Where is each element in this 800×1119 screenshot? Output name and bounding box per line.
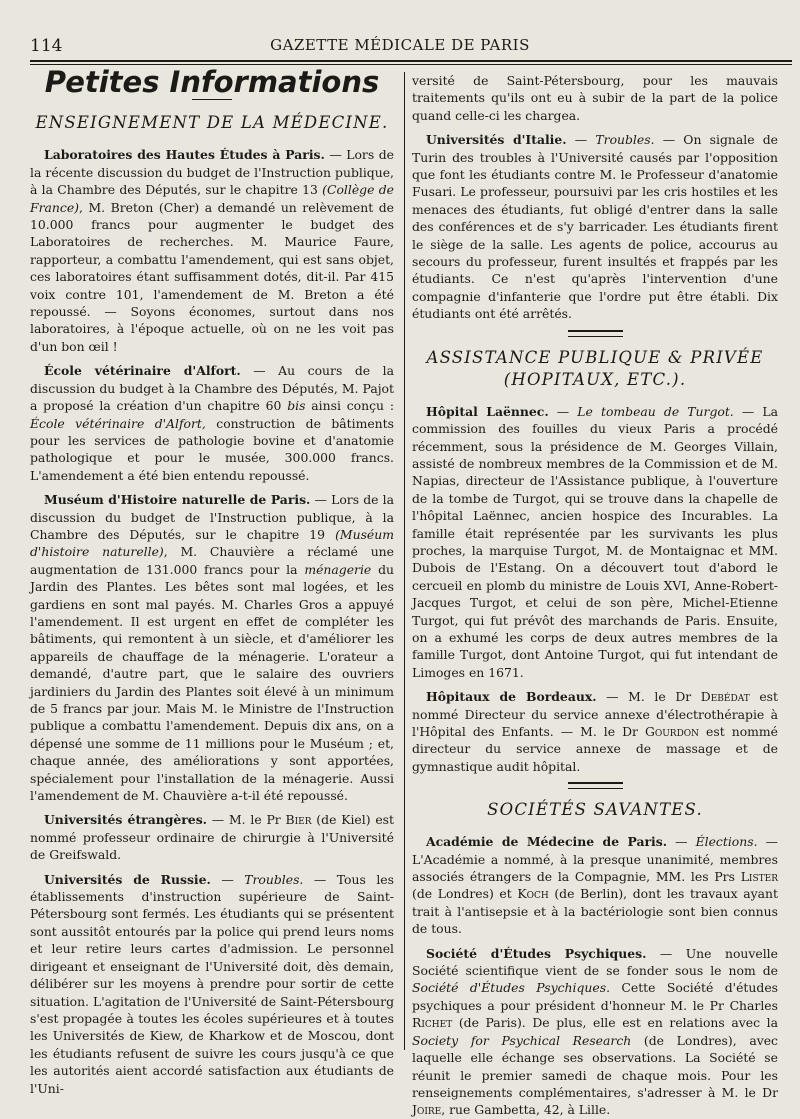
person-name: Koch — [517, 886, 549, 902]
article-text: (de Kiel) est nommé professeur ordinaire de chirurgie à l'Université de Greifswald. — [30, 812, 394, 863]
section-title-assistance — [412, 347, 778, 391]
article-text: — M. le Dr — [596, 689, 701, 705]
section-title-line: (HOPITAUX, ETC.). — [503, 369, 687, 389]
section-title-line: ASSISTANCE PUBLIQUE & PRIVÉE — [426, 347, 764, 367]
article-bordeaux — [412, 688, 778, 775]
article-societe-psychiques — [412, 945, 778, 1119]
main-title: Petites Informations — [44, 65, 380, 99]
article-italic: (Collège de France) — [30, 182, 394, 215]
article-academie — [412, 833, 778, 937]
section-title-enseignement: ENSEIGNEMENT DE LA MÉDECINE. — [35, 113, 389, 133]
section-ornament — [568, 330, 623, 337]
article-text: est nommé Directeur du service annexe d'électrothérapie à l'Hôpital des Enfants. — M. le Dr — [412, 689, 778, 739]
article-text: Cette Société d'études psychiques a pour président d'honneur M. le Pr Charles — [412, 980, 779, 1013]
article-heading: Universités d'Italie. — [426, 132, 567, 148]
left-column — [30, 65, 395, 1096]
article-italic: (Muséum d'histoire naturelle) — [30, 526, 394, 560]
article-universites-etrangeres — [30, 811, 394, 863]
header-rule — [30, 60, 792, 62]
person-name: Lister — [740, 869, 778, 885]
article-universites-italie — [412, 131, 778, 322]
article-text: — — [667, 834, 696, 850]
person-name: Debédat — [700, 689, 750, 705]
article-italic: Élections. — [695, 834, 758, 850]
article-text: , M. Breton (Cher) a demandé un relèvement de 10.000 francs pour augmenter le budget des Laboratoires de recherches. M. Maurice Faure, rapporteur, a combattu l'amendement, qui est sans objet, ces laboratoires étant suffisamment dotés, dit-il. Par 415 voix contre 101, l'amendement de M. Breton a été repoussé. — Soyons économes, surtout dans nos laboratoires, à l'époque actuelle, où on ne les voit pas d'un bon œil ! — [30, 199, 394, 354]
article-text: est nommé directeur du service annexe de massage et de gymnastique audit hôpital. — [412, 724, 778, 774]
article-text: — L'Académie a nommé, à la presque unanimité, membres associés étrangers de la Compagnie, MM. les Prs — [412, 834, 778, 885]
article-heading: Académie de Médecine de Paris. — [426, 834, 668, 850]
article-alfort — [30, 362, 394, 484]
journal-title: GAZETTE MÉDICALE DE PARIS — [270, 36, 530, 54]
article-italic: Society for Psychical Research — [412, 1032, 632, 1048]
article-heading: Universités de Russie. — [44, 871, 211, 887]
article-italic: Société d'Études Psychiques. — [412, 980, 611, 996]
article-italic: Le tombeau de Turgot. — [577, 403, 734, 419]
right-column — [412, 72, 779, 1118]
article-text: — On signale de Turin des troubles à l'Université causés par l'opposition que font les étudiants contre M. le Professeur d'anatomie Fusari. Le professeur, poursuivi par les cris hostiles et les menaces des étudiants, fut obligé d'entrer dans la salle des conférences et de s'y barricader. Les étudiants firent le siège de la salle. Les agents de police, accourus au secours du professeur, furent insultés et frappés par les étudiants. Ce n'est qu'après l'intervention d'une compagnie d'infanterie que l'ordre put être établi. Dix étudiants ont été arrêtés. — [412, 132, 779, 322]
article-text: ainsi conçu : — [305, 398, 394, 414]
article-text: , M. Chauvière a réclamé une augmentation de 131.000 francs pour la — [30, 544, 394, 577]
article-italic: Troubles. — [244, 871, 304, 887]
section-title-societes: SOCIÉTÉS SAVANTES. — [487, 800, 703, 820]
article-text: — M. le Pr — [206, 812, 286, 828]
page-header — [0, 30, 800, 54]
article-text: , rue Gambetta, 42, à Lille. — [441, 1102, 611, 1118]
article-heading: Universités étrangères. — [44, 812, 207, 828]
article-italic: bis — [287, 398, 306, 414]
article-text: — — [566, 132, 596, 148]
article-laboratoires — [30, 146, 394, 355]
article-heading: Laboratoires des Hautes Études à Paris. — [44, 147, 325, 163]
article-museum — [30, 491, 394, 804]
article-italic: Troubles. — [595, 132, 655, 148]
person-name: Richet — [412, 1015, 453, 1031]
article-text: construction de bâtiments pour les services de pathologie bovine et d'anatomie pathologique et pour le musée, 300.000 francs. L'amendement a été bien entendu repoussé. — [30, 415, 395, 483]
article-text: — Lors de la discussion du budget de l'Instruction publique, à la Chambre des Députés, sur le chapitre 19 — [30, 492, 394, 542]
article-heading: Société d'Études Psychiques. — [426, 945, 647, 961]
article-text: — Une nouvelle Société scientifique vient de se fonder sous le nom de — [412, 945, 778, 979]
article-text: (de Berlin), dont les travaux ayant trait à l'antisepsie et à la bactériologie sont bien connus de tous. — [412, 886, 778, 937]
column-divider — [404, 72, 405, 1050]
title-rule — [192, 99, 232, 100]
article-heading: Hôpital Laënnec. — [426, 403, 549, 419]
article-text: (de Paris). De plus, elle est en relations avec la — [452, 1015, 778, 1031]
page-number: 114 — [30, 36, 63, 56]
article-text: — Lors de la récente discussion du budget de l'Instruction publique, à la Chambre des Députés, sur le chapitre 13 — [30, 147, 394, 198]
article-text: (de Londres), avec laquelle elle échange ses observations. La Société se réunit le premier samedi de chaque mois. Pour les renseignements complémentaires, s'adresser à M. le Dr — [412, 1032, 778, 1100]
article-heading: Hôpitaux de Bordeaux. — [426, 689, 597, 705]
person-name: Bier — [285, 812, 312, 828]
article-heading: École vétérinaire d'Alfort. — [44, 363, 241, 379]
article-universites-russie — [30, 871, 394, 1097]
article-text: — Au cours de la discussion du budget à la Chambre des Députés, M. Pajot a proposé la création d'un chapitre 60 — [30, 363, 394, 414]
article-text: — — [210, 871, 245, 887]
article-laennec — [412, 403, 778, 682]
article-text: — — [548, 403, 578, 419]
article-text: — Tous les établissements d'instruction supérieure de Saint-Pétersbourg sont fermés. Les étudiants qui se présentent sont aussitôt entourés par la police qui prend leurs noms et leur retire leurs cartes d'admission. Le personnel dirigeant et enseignant de l'Université doit, dès demain, délibérer sur les moyens à prendre pour sortir de cette situation. L'agitation de l'Université de Saint-Pétersbourg s'est propagée à toutes les écoles supérieures et à toutes les Universités de Kiew, de Kharkow et de Moscou, dont les étudiants refusent de suivre les cours jusqu'à ce que les autorités aient accordé satisfaction aux étudiants de l'Uni- — [30, 871, 394, 1096]
article-text: — La commission des fouilles du vieux Paris a procédé récemment, sous la présidence de M. Georges Villain, assisté de nombreux membres de la Commission et de M. Napias, directeur de l'Assistance publique, à l'ouverture de la tombe de Turgot, qui se trouve dans la chapelle de l'hôpital Laënnec, ancien hospice des Incurables. La famille était représentée par les survivants les plus proches, la marquise Turgot, M. de Montaignac et MM. Dubois de l'Estang. On a découvert tout d'abord le cercueil en plomb du ministre de Louis XVI, Anne-Robert-Jacques Turgot, et celui de son père, Michel-Etienne Turgot, qui fut prévôt des marchands de Paris. Ensuite, on a exhumé les corps de deux autres membres de la famille Turgot, dont Antoine Turgot, qui fut intendant de Limoges en 1671. — [412, 403, 778, 680]
person-name: Joire — [412, 1102, 442, 1118]
article-italic: ménagerie — [304, 561, 372, 577]
article-continuation: versité de Saint-Pétersbourg, pour les mauvais traitements qu'ils ont eu à subir de la part de la police quand celle-ci les chargea. — [412, 73, 778, 123]
section-ornament — [568, 782, 623, 789]
article-heading: Muséum d'Histoire naturelle de Paris. — [44, 492, 311, 508]
article-italic: École vétérinaire d'Alfort, — [30, 415, 206, 431]
article-text: (de Londres) et — [412, 886, 518, 902]
article-text: du Jardin des Plantes. Les bêtes sont mal logées, et les gardiens en sont mal payés. M. Charles Gros a appuyé l'amendement. Il est urgent en effet de compléter les bâtiments, qui remontent à un siècle, et d'améliorer les appareils de chauffage de la ménagerie. L'orateur a demandé, d'autre part, que le salaire des ouvriers jardiniers du Jardin des Plantes soit élevé à un minimum de 5 francs par jour. Mais M. le Ministre de l'Instruction publique a combattu l'amendement. Depuis dix ans, on a dépensé une somme de 11 millions pour le Muséum ; et, chaque année, des améliorations y sont apportées, spécialement pour l'installation de la ménagerie. Aussi l'amendement de M. Chauvière a-t-il été repoussé. — [30, 561, 394, 804]
person-name: Gourdon — [644, 724, 700, 739]
